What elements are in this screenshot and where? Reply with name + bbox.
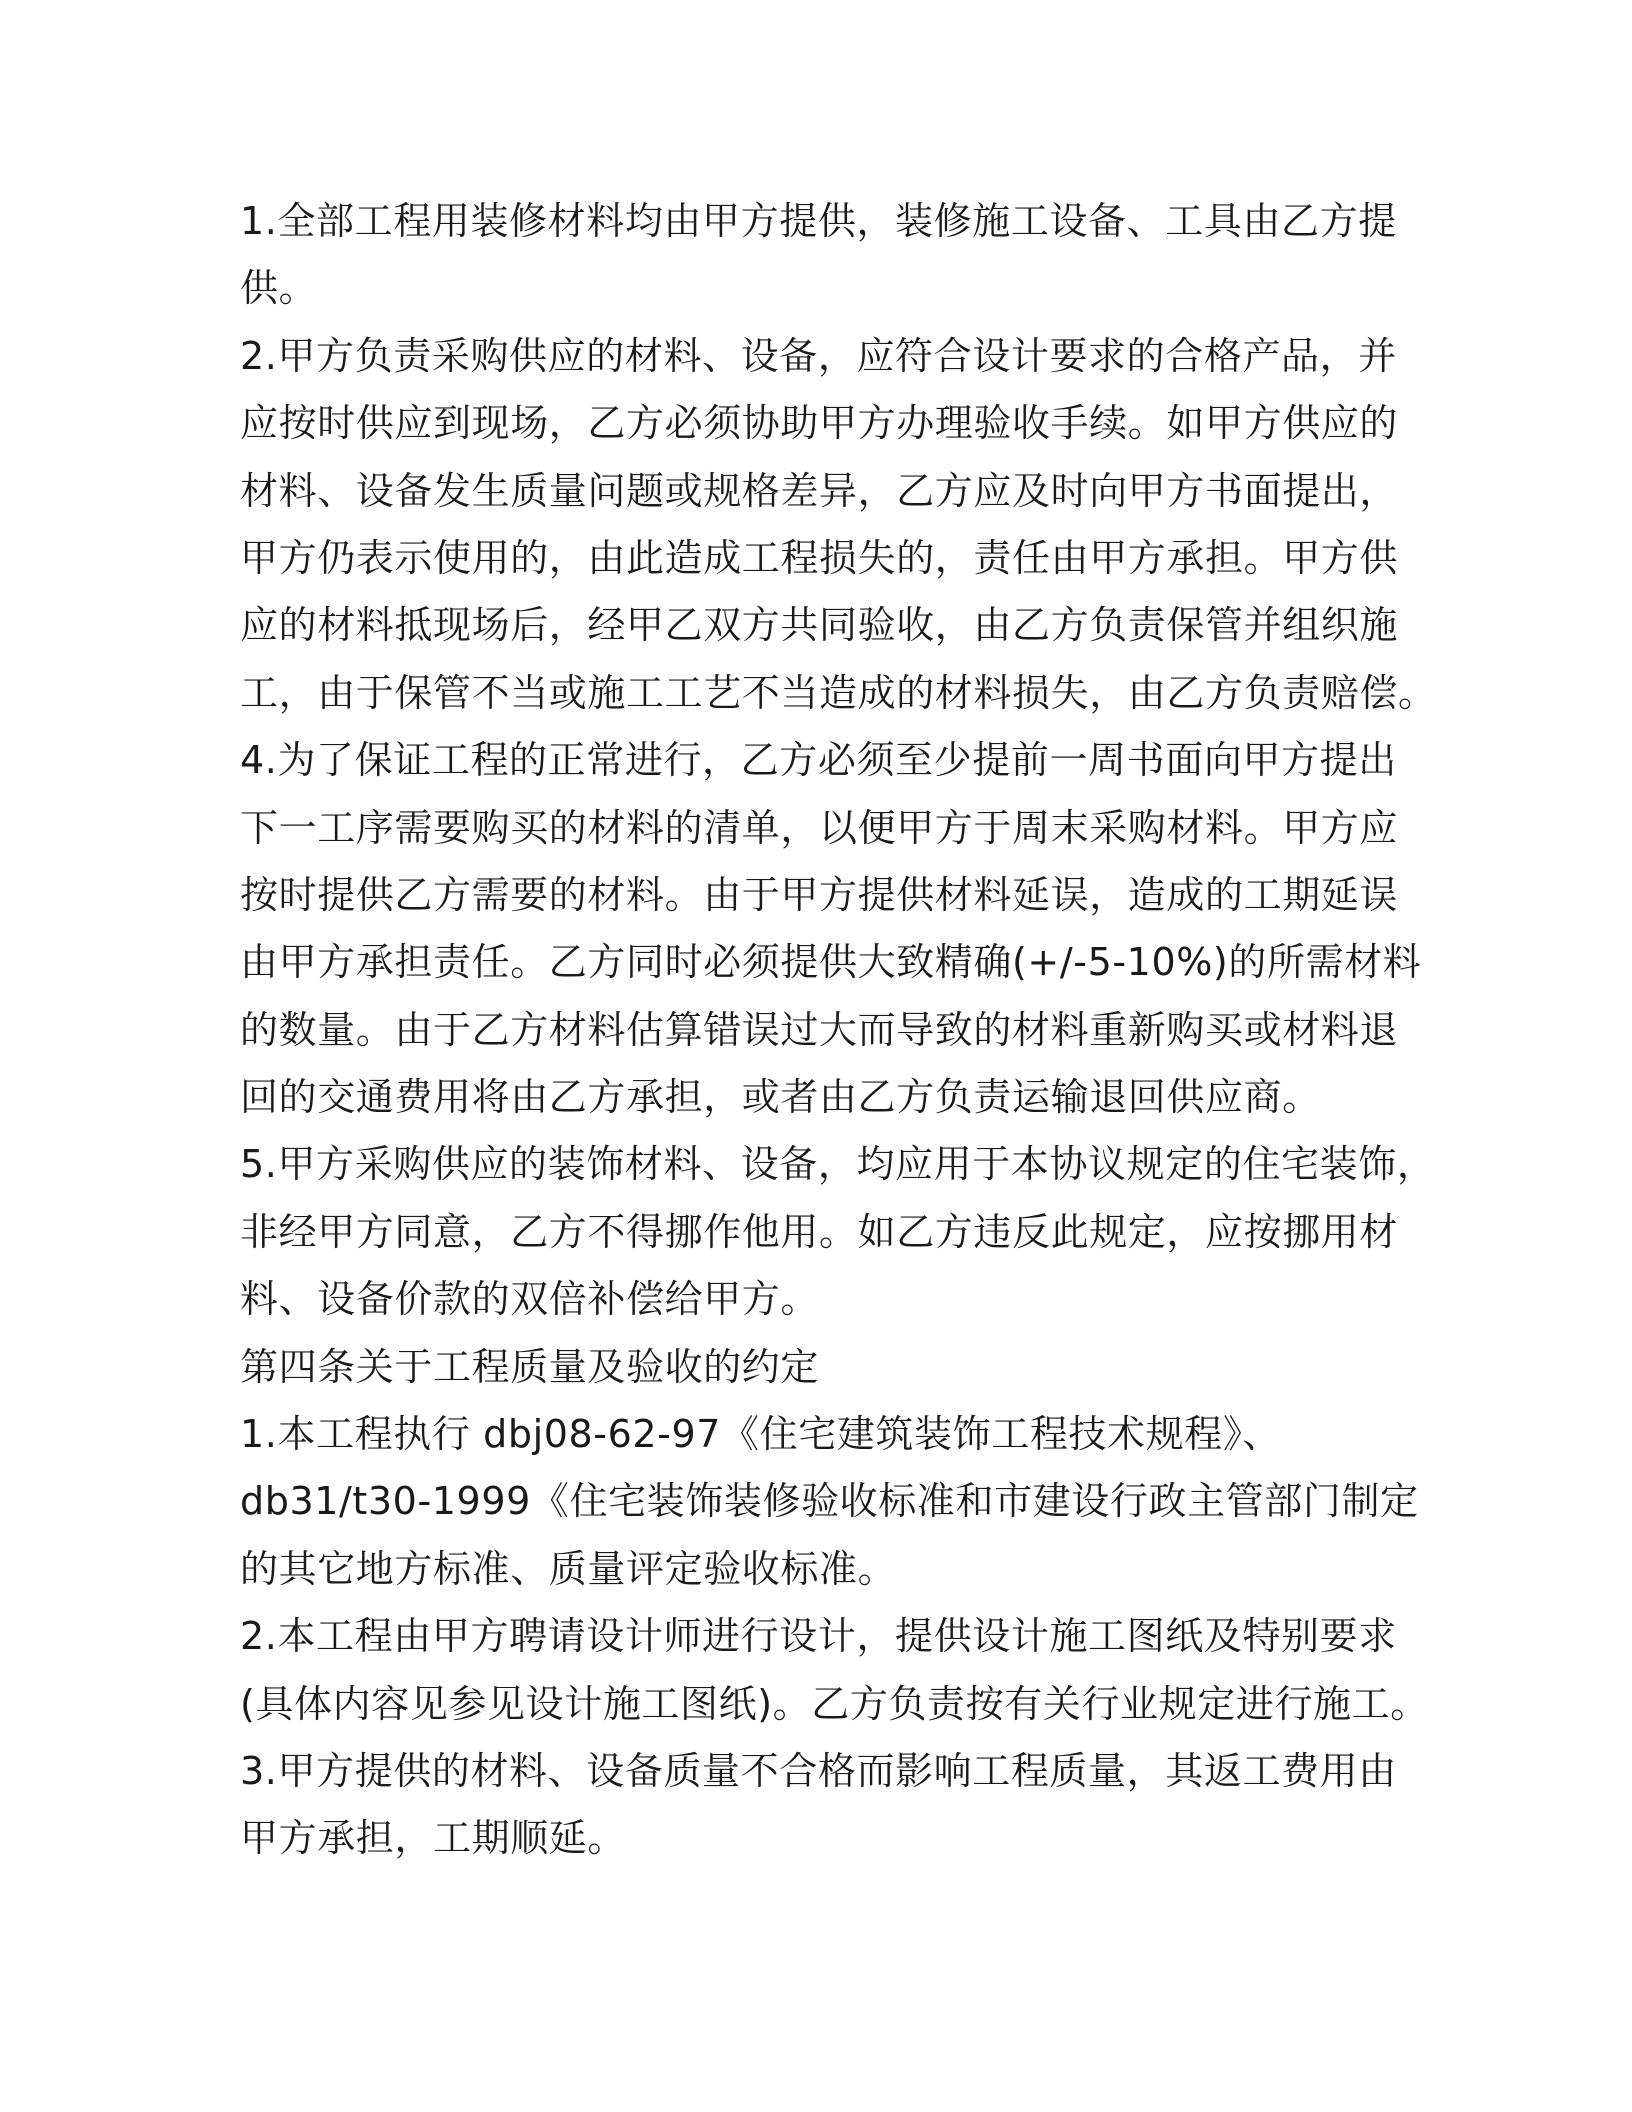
text-line: 甲方承担，工期顺延。 [240, 1816, 627, 1861]
text-line: 按时提供乙方需要的材料。由于甲方提供材料延误，造成的工期延误 [240, 872, 1399, 917]
text-line: 的数量。由于乙方材料估算错误过大而导致的材料重新购买或材料退 [240, 1007, 1399, 1052]
section-heading: 第四条关于工程质量及验收的约定 [240, 1344, 820, 1389]
text-line: 下一工序需要购买的材料的清单，以便甲方于周末采购材料。甲方应 [240, 805, 1399, 850]
text-line: 工，由于保管不当或施工工艺不当造成的材料损失，由乙方负责赔偿。 [240, 670, 1437, 715]
text-line: 回的交通费用将由乙方承担，或者由乙方负责运输退回供应商。 [240, 1075, 1321, 1120]
text-line: 1.本工程执行 dbj08-62-97《住宅建筑装饰工程技术规程》、 [240, 1412, 1282, 1457]
text-line: 2.甲方负责采购供应的材料、设备，应符合设计要求的合格产品，并 [240, 333, 1397, 378]
text-line: 甲方仍表示使用的，由此造成工程损失的，责任由甲方承担。甲方供 [240, 535, 1399, 580]
text-line: 供。 [240, 266, 318, 311]
text-line: 1.全部工程用装修材料均由甲方提供，装修施工设备、工具由乙方提 [240, 199, 1397, 243]
text-line: 由甲方承担责任。乙方同时必须提供大致精确(+/-5-10%)的所需材料 [240, 940, 1422, 985]
text-line: 5.甲方采购供应的装饰材料、设备，均应用于本协议规定的住宅装饰， [240, 1142, 1436, 1187]
text-line: 应按时供应到现场，乙方必须协助甲方办理验收手续。如甲方供应的 [240, 401, 1399, 446]
text-line: 料、设备价款的双倍补偿给甲方。 [240, 1277, 820, 1322]
text-line: 非经甲方同意，乙方不得挪作他用。如乙方违反此规定，应按挪用材 [240, 1209, 1399, 1254]
text-line: 的其它地方标准、质量评定验收标准。 [240, 1546, 897, 1591]
text-line: 2.本工程由甲方聘请设计师进行设计，提供设计施工图纸及特别要求 [240, 1614, 1397, 1659]
text-line: (具体内容见参见设计施工图纸)。乙方负责按有关行业规定进行施工。 [240, 1681, 1429, 1726]
text-line: 3.甲方提供的材料、设备质量不合格而影响工程质量，其返工费用由 [240, 1748, 1397, 1793]
text-line: 4.为了保证工程的正常进行，乙方必须至少提前一周书面向甲方提出 [240, 738, 1397, 783]
contract-text [240, 188, 1437, 1873]
text-line: 材料、设备发生质量问题或规格差异，乙方应及时向甲方书面提出， [240, 468, 1399, 513]
text-line: db31/t30-1999《住宅装饰装修验收标准和市建设行政主管部门制定 [240, 1479, 1419, 1524]
text-line: 应的材料抵现场后，经甲乙双方共同验收，由乙方负责保管并组织施 [240, 603, 1399, 648]
